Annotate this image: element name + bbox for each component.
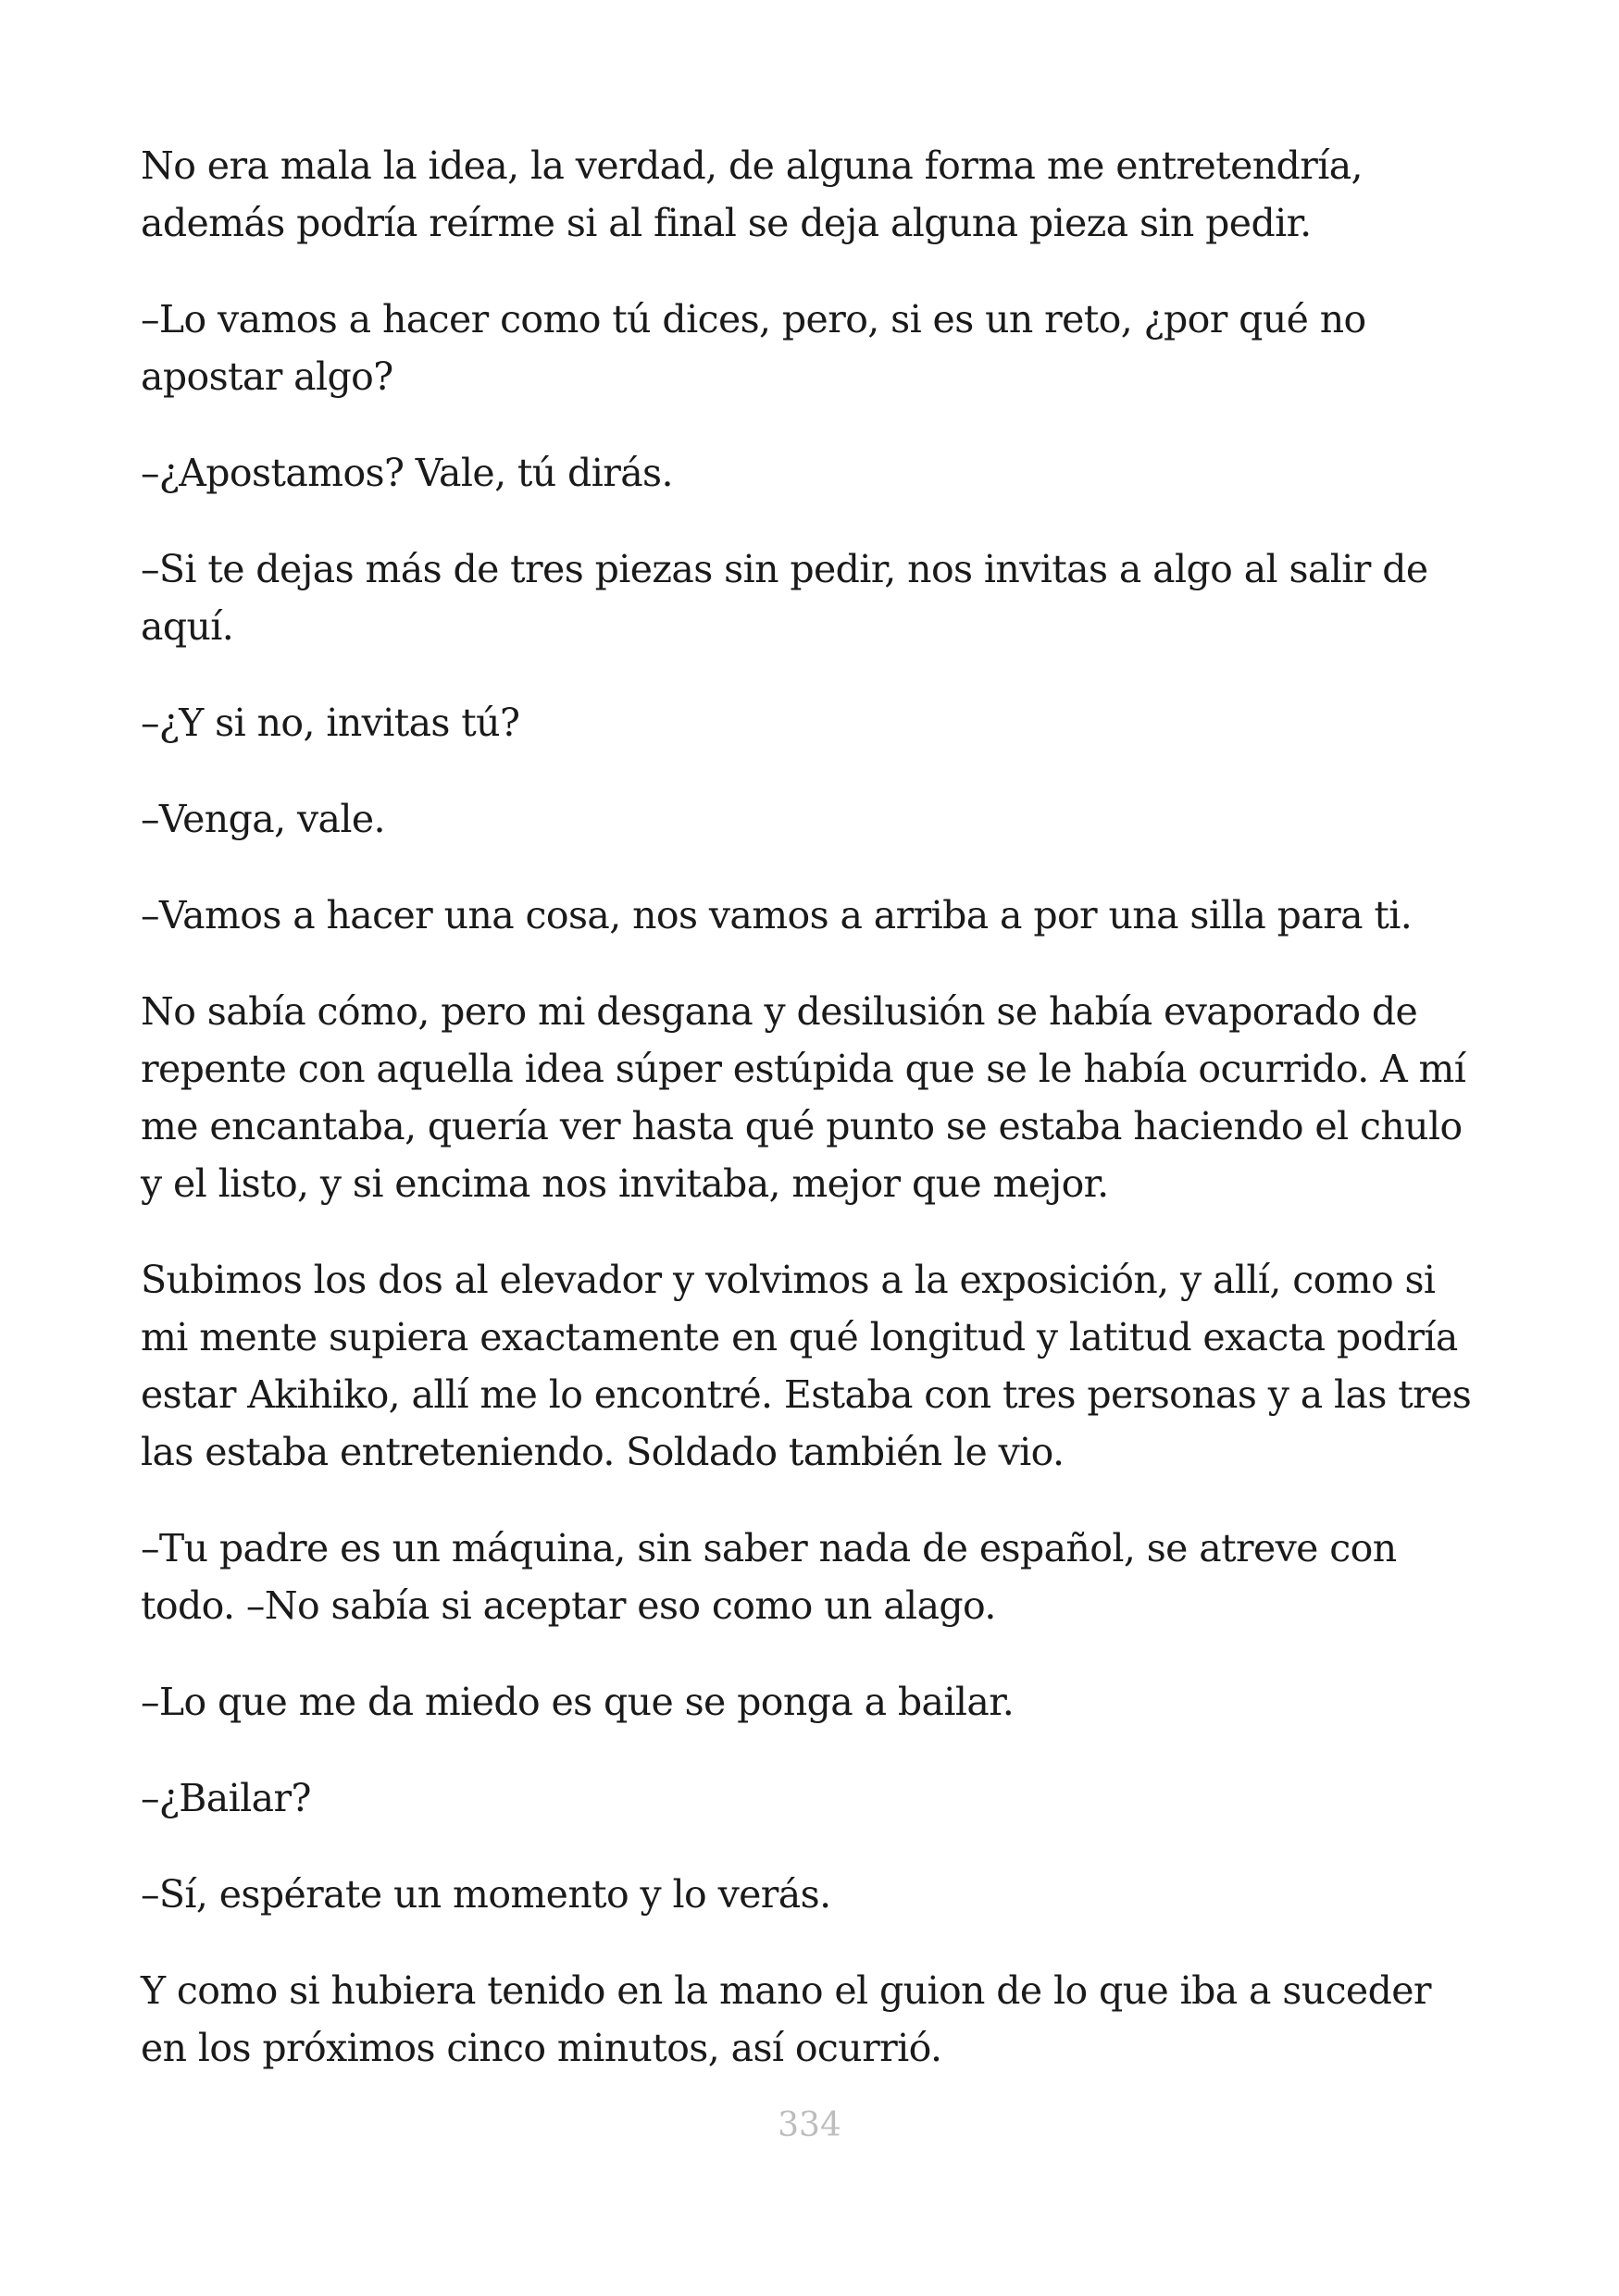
paragraph: –Vamos a hacer una cosa, nos vamos a arriba a por una silla para ti.	[141, 893, 1413, 937]
paragraph: Y como si hubiera tenido en la mano el guion de lo que iba a suceder en los próximos cinco minutos, así ocurrió.	[141, 1968, 1431, 2070]
paragraph: No era mala la idea, la verdad, de alguna forma me entretendría, además podría reírme si al final se deja alguna pieza sin pedir.	[141, 143, 1363, 245]
paragraph: –Lo que me da miedo es que se ponga a bailar.	[141, 1680, 1015, 1724]
paragraph: No sabía cómo, pero mi desgana y desilusión se había evaporado de repente con aquella idea súper estúpida que se le había ocurrido. A mí me encantaba, quería ver hasta qué punto se estaba haciendo el chulo y el listo, y si encima nos invitaba, mejor que mejor.	[141, 989, 1466, 1206]
paragraph: –Si te dejas más de tres piezas sin pedir, nos invitas a algo al salir de aquí.	[141, 547, 1428, 649]
paragraph: –Sí, espérate un momento y lo verás.	[141, 1872, 831, 1917]
paragraph: –¿Y si no, invitas tú?	[141, 701, 520, 745]
paragraph: –Lo vamos a hacer como tú dices, pero, si es un reto, ¿por qué no apostar algo?	[141, 297, 1366, 399]
paragraph: –¿Apostamos? Vale, tú dirás.	[141, 451, 673, 495]
page-body	[141, 137, 1485, 2116]
paragraph: –Venga, vale.	[141, 797, 385, 841]
paragraph: –¿Bailar?	[141, 1776, 311, 1820]
paragraph: Subimos los dos al elevador y volvimos a la exposición, y allí, como si mi mente supiera exactamente en qué longitud y latitud exacta podría estar Akihiko, allí me lo encontré. Estaba con tres personas y a las tres las estaba entreteniendo. Soldado también le vio.	[141, 1258, 1472, 1474]
paragraph: –Tu padre es un máquina, sin saber nada de español, se atreve con todo. –No sabía si aceptar eso como un alago.	[141, 1526, 1397, 1628]
page-number: 334	[778, 2106, 841, 2144]
